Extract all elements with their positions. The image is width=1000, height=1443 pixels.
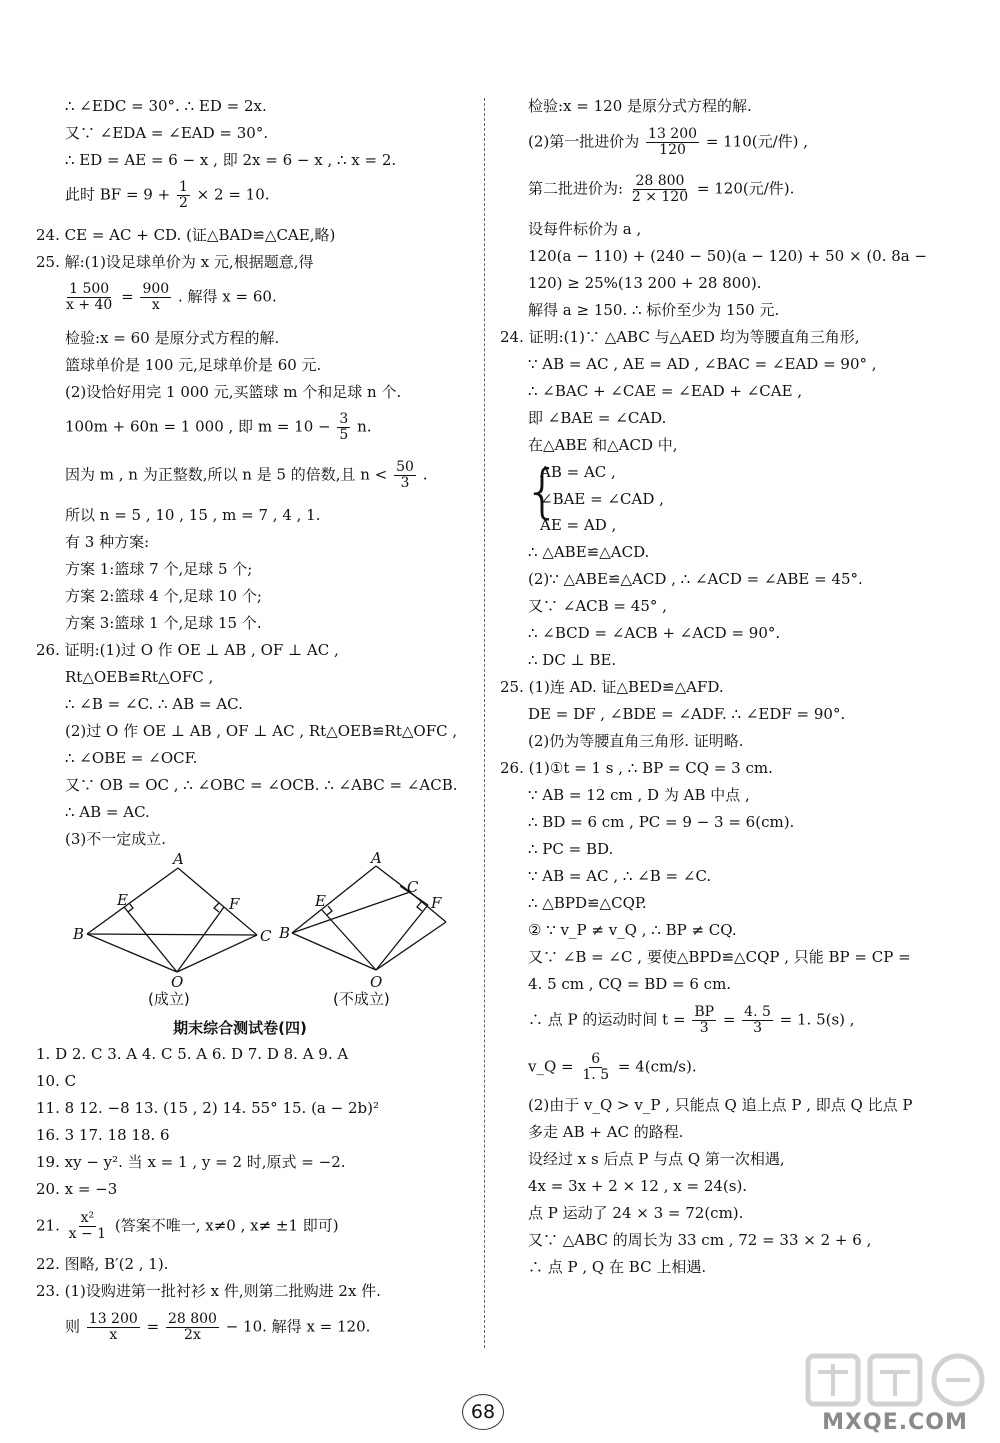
label-c: C — [260, 927, 272, 945]
text-line: 23. (1)设购进第一批衬衫 x 件,则第二批购进 2x 件. — [36, 1282, 381, 1300]
text-line: ∴ ∠EDC = 30°. ∴ ED = 2x. — [65, 97, 267, 115]
text-line: ∴ 点 P , Q 在 BC 上相遇. — [528, 1258, 707, 1276]
label-o: O — [171, 973, 184, 991]
fraction: $\frac{4. 5}{3}$ — [744, 1004, 771, 1036]
text-line: 又∵ ∠ACB = 45° , — [528, 597, 667, 615]
text-line: 即 ∠BAE = ∠CAD. — [528, 409, 667, 427]
text-line: 又∵ OB = OC , ∴ ∠OBC = ∠OCB. ∴ ∠ABC = ∠ACB. — [65, 776, 458, 794]
text-line: 设经过 x s 后点 P 与点 Q 第一次相遇, — [528, 1150, 785, 1168]
fraction: $\frac{13 200}{120}$ — [648, 126, 698, 158]
text-line: $\frac{1 500}{x + 40}$ = $\frac{900}{x}$ . 解得 x = 60. — [66, 281, 277, 313]
section-title: 期末综合测试卷(四) — [173, 1019, 307, 1037]
text-line: 20. x = −3 — [36, 1180, 118, 1198]
text-line: 24. 证明:(1)∵ △ABC 与△AED 均为等腰直角三角形, — [500, 328, 860, 346]
fraction: $\frac{1 500}{x + 40}$ — [66, 281, 113, 313]
text-line: 26. (1)①t = 1 s , ∴ BP = CQ = 3 cm. — [500, 759, 773, 777]
text-line: 4. 5 cm , CQ = BD = 6 cm. — [528, 975, 732, 993]
text-line: (2)第一批进价为 $\frac{13 200}{120}$ = 110(元/件) , — [528, 126, 809, 158]
figure-caption: (成立) — [148, 990, 190, 1008]
text-line: 25. 解:(1)设足球单价为 x 元,根据题意,得 — [36, 253, 314, 271]
text-line: ∠BAE = ∠CAD , — [540, 490, 664, 508]
text-line: DE = DF , ∠BDE = ∠ADF. ∴ ∠EDF = 90°. — [528, 705, 846, 723]
fraction: $\frac{28 800}{2 \times 120}$ — [631, 173, 689, 205]
text-line: ∴ △BPD≌△CQP. — [528, 894, 647, 912]
text-line: ② ∵ v_P ≠ v_Q , ∴ BP ≠ CQ. — [528, 921, 737, 939]
fraction: $\frac{13 200}{x}$ — [88, 1311, 138, 1343]
text-line: 在△ABE 和△ACD 中, — [528, 436, 678, 454]
text-line: ∴ ∠OBE = ∠OCF. — [65, 749, 198, 767]
label-a: A — [371, 849, 382, 867]
column-divider — [484, 98, 485, 1348]
text-line: 则 $\frac{13 200}{x}$ = $\frac{28 800}{2x}$ − 10. 解得 x = 120. — [65, 1311, 371, 1343]
text-line: (2)∵ △ABE≌△ACD , ∴ ∠ACD = ∠ABE = 45°. — [528, 570, 863, 588]
geometry-figures — [70, 848, 470, 998]
text-line: 100m + 60n = 1 000 , 即 m = 10 − $\frac{3}{5}$ n. — [65, 411, 372, 443]
text-line: 多走 AB + AC 的路程. — [528, 1123, 684, 1141]
watermark — [800, 1350, 990, 1438]
text-line: ∴ ED = AE = 6 − x , 即 2x = 6 − x , ∴ x = 2. — [65, 151, 397, 169]
text-line: 又∵ ∠B = ∠C , 要使△BPD≌△CQP , 只能 BP = CP = — [528, 948, 911, 966]
fraction: $\frac{900}{x}$ — [142, 281, 170, 313]
label-f: F — [229, 895, 240, 913]
figure-labels — [72, 849, 442, 991]
text-line: 有 3 种方案: — [65, 533, 150, 551]
fraction: $\frac{BP}{3}$ — [694, 1004, 715, 1036]
fraction: $\frac{3}{5}$ — [339, 411, 349, 443]
text-line: 11. 8 12. −8 13. (15 , 2) 14. 55° 15. (a − 2b)² — [36, 1099, 379, 1117]
text-line: v_Q = $\frac{6}{1. 5}$ = 4(cm/s). — [528, 1051, 697, 1083]
text-line: AB = AC , — [540, 463, 616, 481]
text-line: AE = AD , — [540, 516, 617, 534]
text-line: 26. 证明:(1)过 O 作 OE ⊥ AB , OF ⊥ AC , — [36, 641, 339, 659]
text-line: 22. 图略, B′(2 , 1). — [36, 1255, 169, 1273]
label-o: O — [370, 973, 383, 991]
text-line: (2)仍为等腰直角三角形. 证明略. — [528, 732, 744, 750]
text-line: (2)设恰好用完 1 000 元,买篮球 m 个和足球 n 个. — [65, 383, 402, 401]
figure-caption: (不成立) — [333, 990, 390, 1008]
text-line: 方案 3:篮球 1 个,足球 15 个. — [65, 614, 262, 632]
label-c: C — [407, 878, 419, 896]
text-line: ∵ AB = AC , ∴ ∠B = ∠C. — [528, 867, 712, 885]
text-line: ∴ ∠BAC + ∠CAE = ∠EAD + ∠CAE , — [528, 382, 803, 400]
text-line: ∴ ∠BCD = ∠ACB + ∠ACD = 90°. — [528, 624, 781, 642]
text-line: ∴ BD = 6 cm , PC = 9 − 3 = 6(cm). — [528, 813, 795, 831]
fraction: $\frac{50}{3}$ — [396, 459, 414, 491]
brace-icon: { — [524, 457, 561, 525]
text-line: 篮球单价是 100 元,足球单价是 60 元. — [65, 356, 322, 374]
text-line: 120) ≥ 25%(13 200 + 28 800). — [528, 274, 762, 292]
text-line: 方案 1:篮球 7 个,足球 5 个; — [65, 560, 253, 578]
text-line: 24. CE = AC + CD. (证△BAD≌△CAE,略) — [36, 226, 336, 244]
text-line: ∴ AB = AC. — [65, 803, 150, 821]
text-line: 又∵ ∠EDA = ∠EAD = 30°. — [65, 124, 269, 142]
label-a: A — [173, 850, 184, 868]
text-line: 第二批进价为: $\frac{28 800}{2 \times 120}$ = 120(元/件). — [528, 173, 795, 205]
text-line: 方案 2:篮球 4 个,足球 10 个; — [65, 587, 262, 605]
text-line: 16. 3 17. 18 18. 6 — [36, 1126, 170, 1144]
text-line: 检验:x = 60 是原分式方程的解. — [65, 329, 280, 347]
text-line: 检验:x = 120 是原分式方程的解. — [528, 97, 752, 115]
text-line: ∴ DC ⊥ BE. — [528, 651, 617, 669]
text-line: (2)过 O 作 OE ⊥ AB , OF ⊥ AC , Rt△OEB≌Rt△OFC , — [65, 722, 458, 740]
text-line: 1. D 2. C 3. A 4. C 5. A 6. D 7. D 8. A 9. A — [36, 1045, 349, 1063]
fraction: $\frac{\text{x²}}{x - 1}$ — [68, 1210, 107, 1242]
fraction: $\frac{6}{1. 5}$ — [582, 1051, 610, 1083]
text-line: (3)不一定成立. — [65, 830, 167, 848]
text-line: 所以 n = 5 , 10 , 15 , m = 7 , 4 , 1. — [65, 506, 321, 524]
watermark-logo — [800, 1350, 990, 1410]
label-b: B — [279, 924, 291, 942]
label-e: E — [117, 891, 128, 909]
text-line: 此时 BF = 9 + $\frac{1}{2}$ × 2 = 10. — [65, 179, 270, 211]
text-line: 120(a − 110) + (240 − 50)(a − 120) + 50 × (0. 8a − — [528, 247, 928, 265]
label-e: E — [315, 892, 326, 910]
page-number: 68 — [462, 1394, 504, 1430]
fraction: $\frac{28 800}{2x}$ — [167, 1311, 217, 1343]
text-line: 因为 m , n 为正整数,所以 n 是 5 的倍数,且 n < $\frac{50}{3}$ . — [65, 459, 428, 491]
text-line: 又∵ △ABC 的周长为 33 cm , 72 = 33 × 2 + 6 , — [528, 1231, 872, 1249]
text-line: ∴ 点 P 的运动时间 t = $\frac{BP}{3}$ = $\frac{4. 5}{3}$ = 1. 5(s) , — [528, 1004, 855, 1036]
text-line: ∵ AB = AC , AE = AD , ∠BAC = ∠EAD = 90° , — [528, 355, 877, 373]
figure-invalid — [292, 866, 446, 970]
text-line: ∴ PC = BD. — [528, 840, 614, 858]
label-b: B — [73, 925, 85, 943]
label-f: F — [431, 894, 442, 912]
text-line: ∴ ∠B = ∠C. ∴ AB = AC. — [65, 695, 243, 713]
text-line: 设每件标价为 a , — [528, 220, 642, 238]
text-line: 10. C — [36, 1072, 77, 1090]
figure-valid — [87, 868, 257, 972]
text-line: Rt△OEB≌Rt△OFC , — [65, 668, 214, 686]
fraction: $\frac{1}{2}$ — [178, 179, 188, 211]
text-line: 4x = 3x + 2 × 12 , x = 24(s). — [528, 1177, 748, 1195]
text-line: 解得 a ≥ 150. ∴ 标价至少为 150 元. — [528, 301, 780, 319]
text-line: 21. $\frac{\text{x²}}{x - 1}$ (答案不唯一, x≠0 , x≠ ±1 即可) — [36, 1210, 339, 1242]
text-line: 25. (1)连 AD. 证△BED≌△AFD. — [500, 678, 724, 696]
text-line: 19. xy − y². 当 x = 1 , y = 2 时,原式 = −2. — [36, 1153, 346, 1171]
text-line: 点 P 运动了 24 × 3 = 72(cm). — [528, 1204, 744, 1222]
text-line: (2)由于 v_Q > v_P , 只能点 Q 追上点 P , 即点 Q 比点 P — [528, 1096, 913, 1114]
text-line: ∵ AB = 12 cm , D 为 AB 中点 , — [528, 786, 750, 804]
text-line: ∴ △ABE≌△ACD. — [528, 543, 650, 561]
watermark-url: MXQE.COM — [822, 1410, 968, 1435]
